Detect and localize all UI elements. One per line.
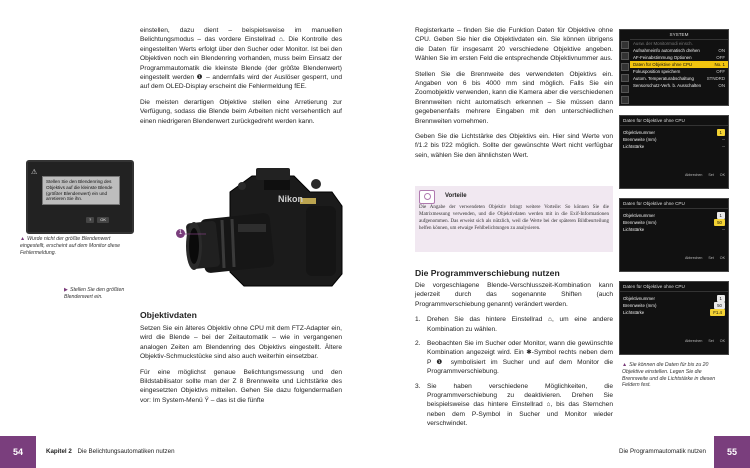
menu-row-label: Aufnahmeinfo automatisch drehen [633,48,700,53]
left-text-top [140,26,342,132]
menu-row-value: STNDRD [706,76,725,81]
menu-row-value: ON [718,83,725,88]
lens-data-screen-2 [619,198,729,272]
step-number: 2. [415,340,421,348]
step-text: Beobachten Sie im Sucher oder Monitor, wann die gewünschte Kombination angezeigt wird. Ein ✱-Symbol rechts neben dem P ❶ symbolisiert im Sucher und auf dem Monitor die Programmverschiebung. [427,340,613,376]
paragraph: Registerkarte – finden Sie die Funktion Daten für Objektive ohne CPU. Geben Sie hier die Objektivdaten ein. Sie können übrigens die Daten für insgesamt 20 verschiedene Objektive angeben. Wählen Sie im ersten Feld die entsprechende Objektivnummer aus. [415,27,613,63]
footer-left [46,448,175,455]
menu-title: SYSTEM [630,30,728,40]
menu-row-label: Daten für Objektive ohne CPU [633,62,693,67]
menu-row-label: Autom. Temperaturabschaltung [633,76,694,81]
note-title: Vorteile [445,193,467,199]
menu-row-value: ON [718,48,725,53]
cancel-label[interactable]: Abbrechen [685,256,703,260]
menu-footer [620,172,728,178]
page-number-right: 55 [714,436,750,468]
note-box [415,186,613,252]
menu-row[interactable] [620,302,728,309]
menu-row-label: Fokusposition speichern [633,69,681,74]
error-message: Stellen Sie den Blendenring des Objektivs auf die kleinste Blende (größter Blendenwert) ein und arretieren Sie ihn. [42,176,120,205]
left-text-bottom [140,324,342,411]
set-label[interactable]: Set [708,173,714,177]
menu-row-value: No. 1 [714,62,725,67]
steps-list [415,315,613,428]
menu-row-value: -- [722,144,725,149]
menu-row[interactable] [620,219,728,226]
ok-label[interactable]: OK [719,339,725,343]
marker-1: 1 [176,229,185,238]
camera-note-icon [419,190,435,204]
warning-icon: ⚠ [31,169,38,176]
note-text: Die Angabe der verwendeten Objektiv bringt weitere Vorteile: So können Sie die Matrixmessung verwenden, und die Objektivdaten werden mit in die Exif-Informationen aufgenommen. Das erweist sich als nützlich, weil die Werte bei der späteren Bildbeurteilung helfen können, um etwaige Fehlbelichtungen zu analysieren. [419,205,609,231]
menu-row-value: 1 [717,129,725,136]
paragraph: Setzen Sie ein älteres Objektiv ohne CPU mit dem FTZ-Adapter ein, wird die Blende – bei der Zeitautomatik – wie in vergangenen analogen Zeiten am Blendenring des Objektivs eingestellt. Ältere Objektiv-Schmuckstücke sind also auch weiterhin einsetzbar. [140,325,342,361]
menu-row-label: Lichtstärke [623,144,645,149]
menu-footer [620,338,728,344]
help-button[interactable]: ? [86,217,94,223]
menu-row[interactable] [630,47,728,54]
menu-row-value: OFF [716,69,725,74]
cancel-label[interactable]: Abbrechen [685,173,703,177]
paragraph: Für eine möglichst genaue Belichtungsmessung und den Bildstabilisator sollte man der Z 8 Brennweite und Lichtstärke des eingesetzten Objektivs mitteilen. Gehen Sie dazu folgendermaßen vor: Im System-Menü Ÿ – das ist die fünfte [140,368,342,404]
step-1 [415,315,613,334]
step-text: Sie haben verschiedene Möglichkeiten, die Programmverschiebung zu deaktivieren. Drehen Sie beispielsweise das hintere Einstellrad ⌂, bis das Sternchen neben dem P-Symbol in Sucher und Monitor wieder verschwindet. [427,382,613,428]
error-buttons [86,217,109,223]
menu-row-label: Objektivnummer [623,130,655,135]
menu-side-icons [620,40,628,107]
footer-right: Die Programmautomatik nutzen [618,448,706,455]
menu-row-label: Brennweite (mm) [623,220,657,225]
menu-row-label: AF-Feinabstimmung Optionen [633,55,692,60]
menu-footer [620,255,728,261]
set-label[interactable]: Set [708,256,714,260]
step-number: 1. [415,316,421,324]
paragraph: Geben Sie die Lichtstärke des Objektivs ein. Hier sind Werte von f/1.2 bis f/22 möglich. Sollte der gewünschte Wert nicht verfügbar sein, wählen Sie den ähnlichsten Wert. [415,133,613,159]
menu-row-label: Lichtstärke [623,310,645,315]
menu-row[interactable] [620,129,728,136]
menu-row-value: F1.4 [710,309,725,316]
menu-row-label: Sensorschutz-Verh. b. Ausschalten [633,83,702,88]
error-screen-inner [28,162,132,232]
caption-lens-data [622,362,726,389]
ok-button[interactable]: OK [97,217,109,223]
step-2 [415,339,613,377]
page-number-left: 54 [0,436,36,468]
step-3 [415,382,613,429]
menu-row-label: Brennweite (mm) [623,303,657,308]
menu-row[interactable] [620,136,728,143]
set-label[interactable]: Set [708,339,714,343]
menu-row-value: -- [722,227,725,232]
menu-row-value: OFF [716,55,725,60]
chapter-title: Die Belichtungsautomatiken nutzen [77,448,175,455]
caption-triangle-icon: ▶ [64,287,68,293]
lens-data-screen-3 [619,281,729,355]
caption-error-text: Wurde nicht der größte Blendenwert eingestellt, erscheint auf dem Monitor diese Fehlermeldung. [20,236,121,256]
section-heading-programmverschiebung: Die Programmverschiebung nutzen [415,268,560,278]
camera-brand-logo: Nikon [278,194,304,204]
menu-row[interactable] [620,212,728,219]
camera-svg [182,162,354,294]
menu-row-selected[interactable] [630,61,728,68]
ok-label[interactable]: OK [719,256,725,260]
caption-triangle-icon: ▲ [20,236,26,242]
menu-row-value: 50 [714,219,725,226]
paragraph: Die vorgeschlagene Blende-Verschlusszeit-Kombination kann jederzeit durch das sogenannte Shiften (auch Programmverschiebung genannt) verändert werden. [415,282,613,308]
menu-row-value: -- [722,137,725,142]
menu-row-value: 1 [717,295,725,302]
cancel-label[interactable]: Abbrechen [685,339,703,343]
right-text-bottom [415,281,613,434]
paragraph: einstellen, dazu dient – beispielsweise im manuellen Belichtungsmodus – das vordere Einstellrad ⌂. Die Kontrolle des eingestellten Werts erfolgt über den Sucher oder Monitor. Ist bei den Objektiven noch ein Blendenring vorhanden, muss beim Einsatz der Programmautomatik die kleinste Blende (der größte Blendenwert) eingestellt werden ❶ – andernfalls wird der Auslöser gesperrt, und auf dem OLED-Display erscheint die Fehlermeldung fEE. [140,27,342,91]
caption-error [20,236,132,256]
paragraph: Stellen Sie die Brennweite des verwendeten Objektivs ein. Angaben von 6 bis 4000 mm sind möglich. Falls Sie ein Zoomobjektiv verwenden, kann die Kamera aber die verschiedenen Brennweiten nicht automatisch erkennen – Sie müssen dann gegebenenfalls mehrere Eingaben mit den unterschiedlichen Brennweiten vornehmen. [415,70,613,125]
menu-row-value: 50 [714,302,725,309]
menu-row[interactable] [620,143,728,150]
menu-row[interactable] [630,75,728,82]
menu-row-label: Lichtstärke [623,227,645,232]
step-text: Drehen Sie das hintere Einstellrad ⌂, um eine andere Kombination zu wählen. [427,316,613,333]
caption-aperture [64,287,134,301]
paragraph: Die meisten derartigen Objektive stellen eine Arretierung zur Verfügung, sodass die Blende beim Arbeiten nicht versehentlich auf einen niedrigeren Blendenwert zurückgedreht werden kann. [140,98,342,125]
menu-row-label: Objektivnummer [623,213,655,218]
menu-row[interactable] [620,295,728,302]
menu-row-label: Brennweite (mm) [623,137,657,142]
chapter-label: Kapitel 2 [46,448,72,455]
section-heading-objektivdaten: Objektivdaten [140,310,197,320]
caption-aperture-text: Stellen Sie den größten Blendenwert ein. [64,287,125,300]
ok-label[interactable]: OK [719,173,725,177]
right-text-top [415,26,613,166]
menu-row[interactable] [630,40,728,47]
menu-row[interactable] [630,68,728,75]
step-number: 3. [415,382,421,390]
menu-row-label: Objektivnummer [623,296,655,301]
menu-row-value: 1 [717,212,725,219]
menu-row[interactable] [630,82,728,89]
menu-row[interactable] [620,309,728,316]
caption-lens-data-text: Sie können die Daten für bis zu 20 Objektive einstellen. Legen Sie die Brennweite und die Lichtstärke in diesen Feldern fest. [622,362,716,389]
camera-image [178,162,354,294]
lens-data-screen-1 [619,115,729,189]
system-menu-screen [619,29,729,106]
menu-row[interactable] [630,54,728,61]
caption-triangle-icon: ▲ [622,362,628,368]
menu-title: Daten für Objektive ohne CPU [620,282,728,292]
error-screen [26,160,134,234]
menu-title: Daten für Objektive ohne CPU [620,199,728,209]
menu-title: Daten für Objektive ohne CPU [620,116,728,126]
menu-row-label: Ausw. der Monitormodi einsch. [633,41,693,46]
menu-row[interactable] [620,226,728,233]
